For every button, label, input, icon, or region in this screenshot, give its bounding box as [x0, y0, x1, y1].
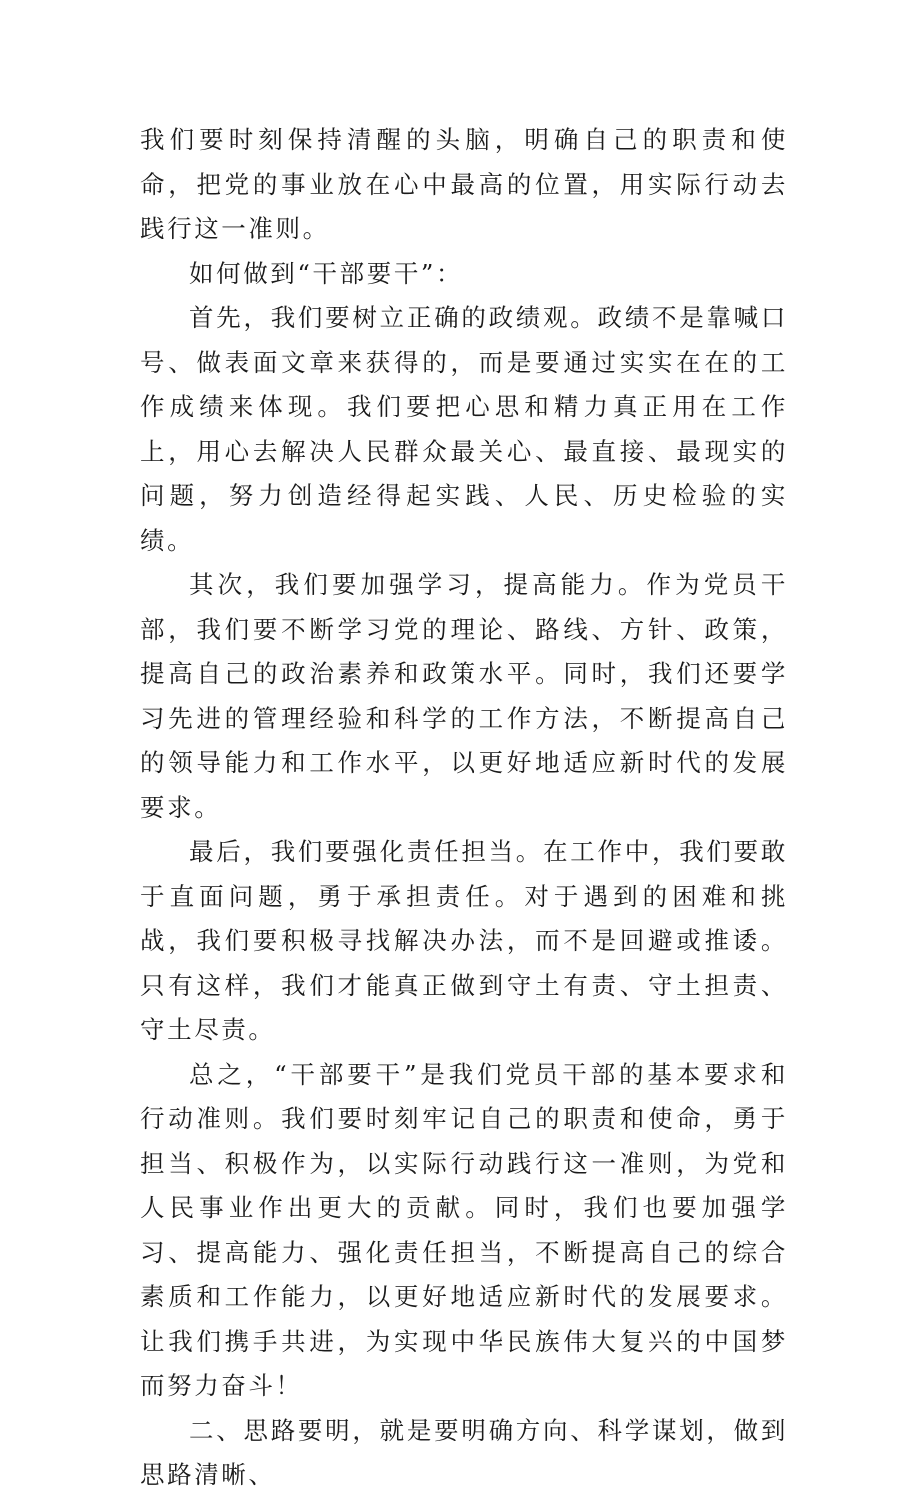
- paragraph-6: 总之，“干部要干”是我们党员干部的基本要求和行动准则。我们要时刻牢记自己的职责和使命，勇于担当、积极作为，以实际行动践行这一准则，为党和人民事业作出更大的贡献。同时，我们也要加强学习、提高能力、强化责任担当，不断提高自己的综合素质和工作能力，以更好地适应新时代的发展要求。让我们携手共进，为实现中华民族伟大复兴的中国梦而努力奋斗！: [140, 1059, 788, 1400]
- paragraph-4: 其次，我们要加强学习，提高能力。作为党员干部，我们要不断学习党的理论、路线、方针、政策，提高自己的政治素养和政策水平。同时，我们还要学习先进的管理经验和科学的工作方法，不断提高自己的领导能力和工作水平，以更好地适应新时代的发展要求。: [140, 570, 788, 822]
- paragraph-5: 最后，我们要强化责任担当。在工作中，我们要敢于直面问题，勇于承担责任。对于遇到的困难和挑战，我们要积极寻找解决办法，而不是回避或推诿。只有这样，我们才能真正做到守土有责、守土担责、守土尽责。: [140, 837, 788, 1044]
- paragraph-1: 我们要时刻保持清醒的头脑，明确自己的职责和使命，把党的事业放在心中最高的位置，用实际行动去践行这一准则。: [140, 125, 788, 243]
- paragraph-2: 如何做到“干部要干”：: [189, 258, 464, 288]
- paragraph-3: 首先，我们要树立正确的政绩观。政绩不是靠喊口号、做表面文章来获得的，而是要通过实实在在的工作成绩来体现。我们要把心思和精力真正用在工作上，用心去解决人民群众最关心、最直接、最现实的问题，努力创造经得起实践、人民、历史检验的实绩。: [140, 303, 788, 555]
- paragraph-7: 二、思路要明，就是要明确方向、科学谋划，做到思路清晰、: [140, 1415, 788, 1489]
- document-body: [140, 118, 788, 1498]
